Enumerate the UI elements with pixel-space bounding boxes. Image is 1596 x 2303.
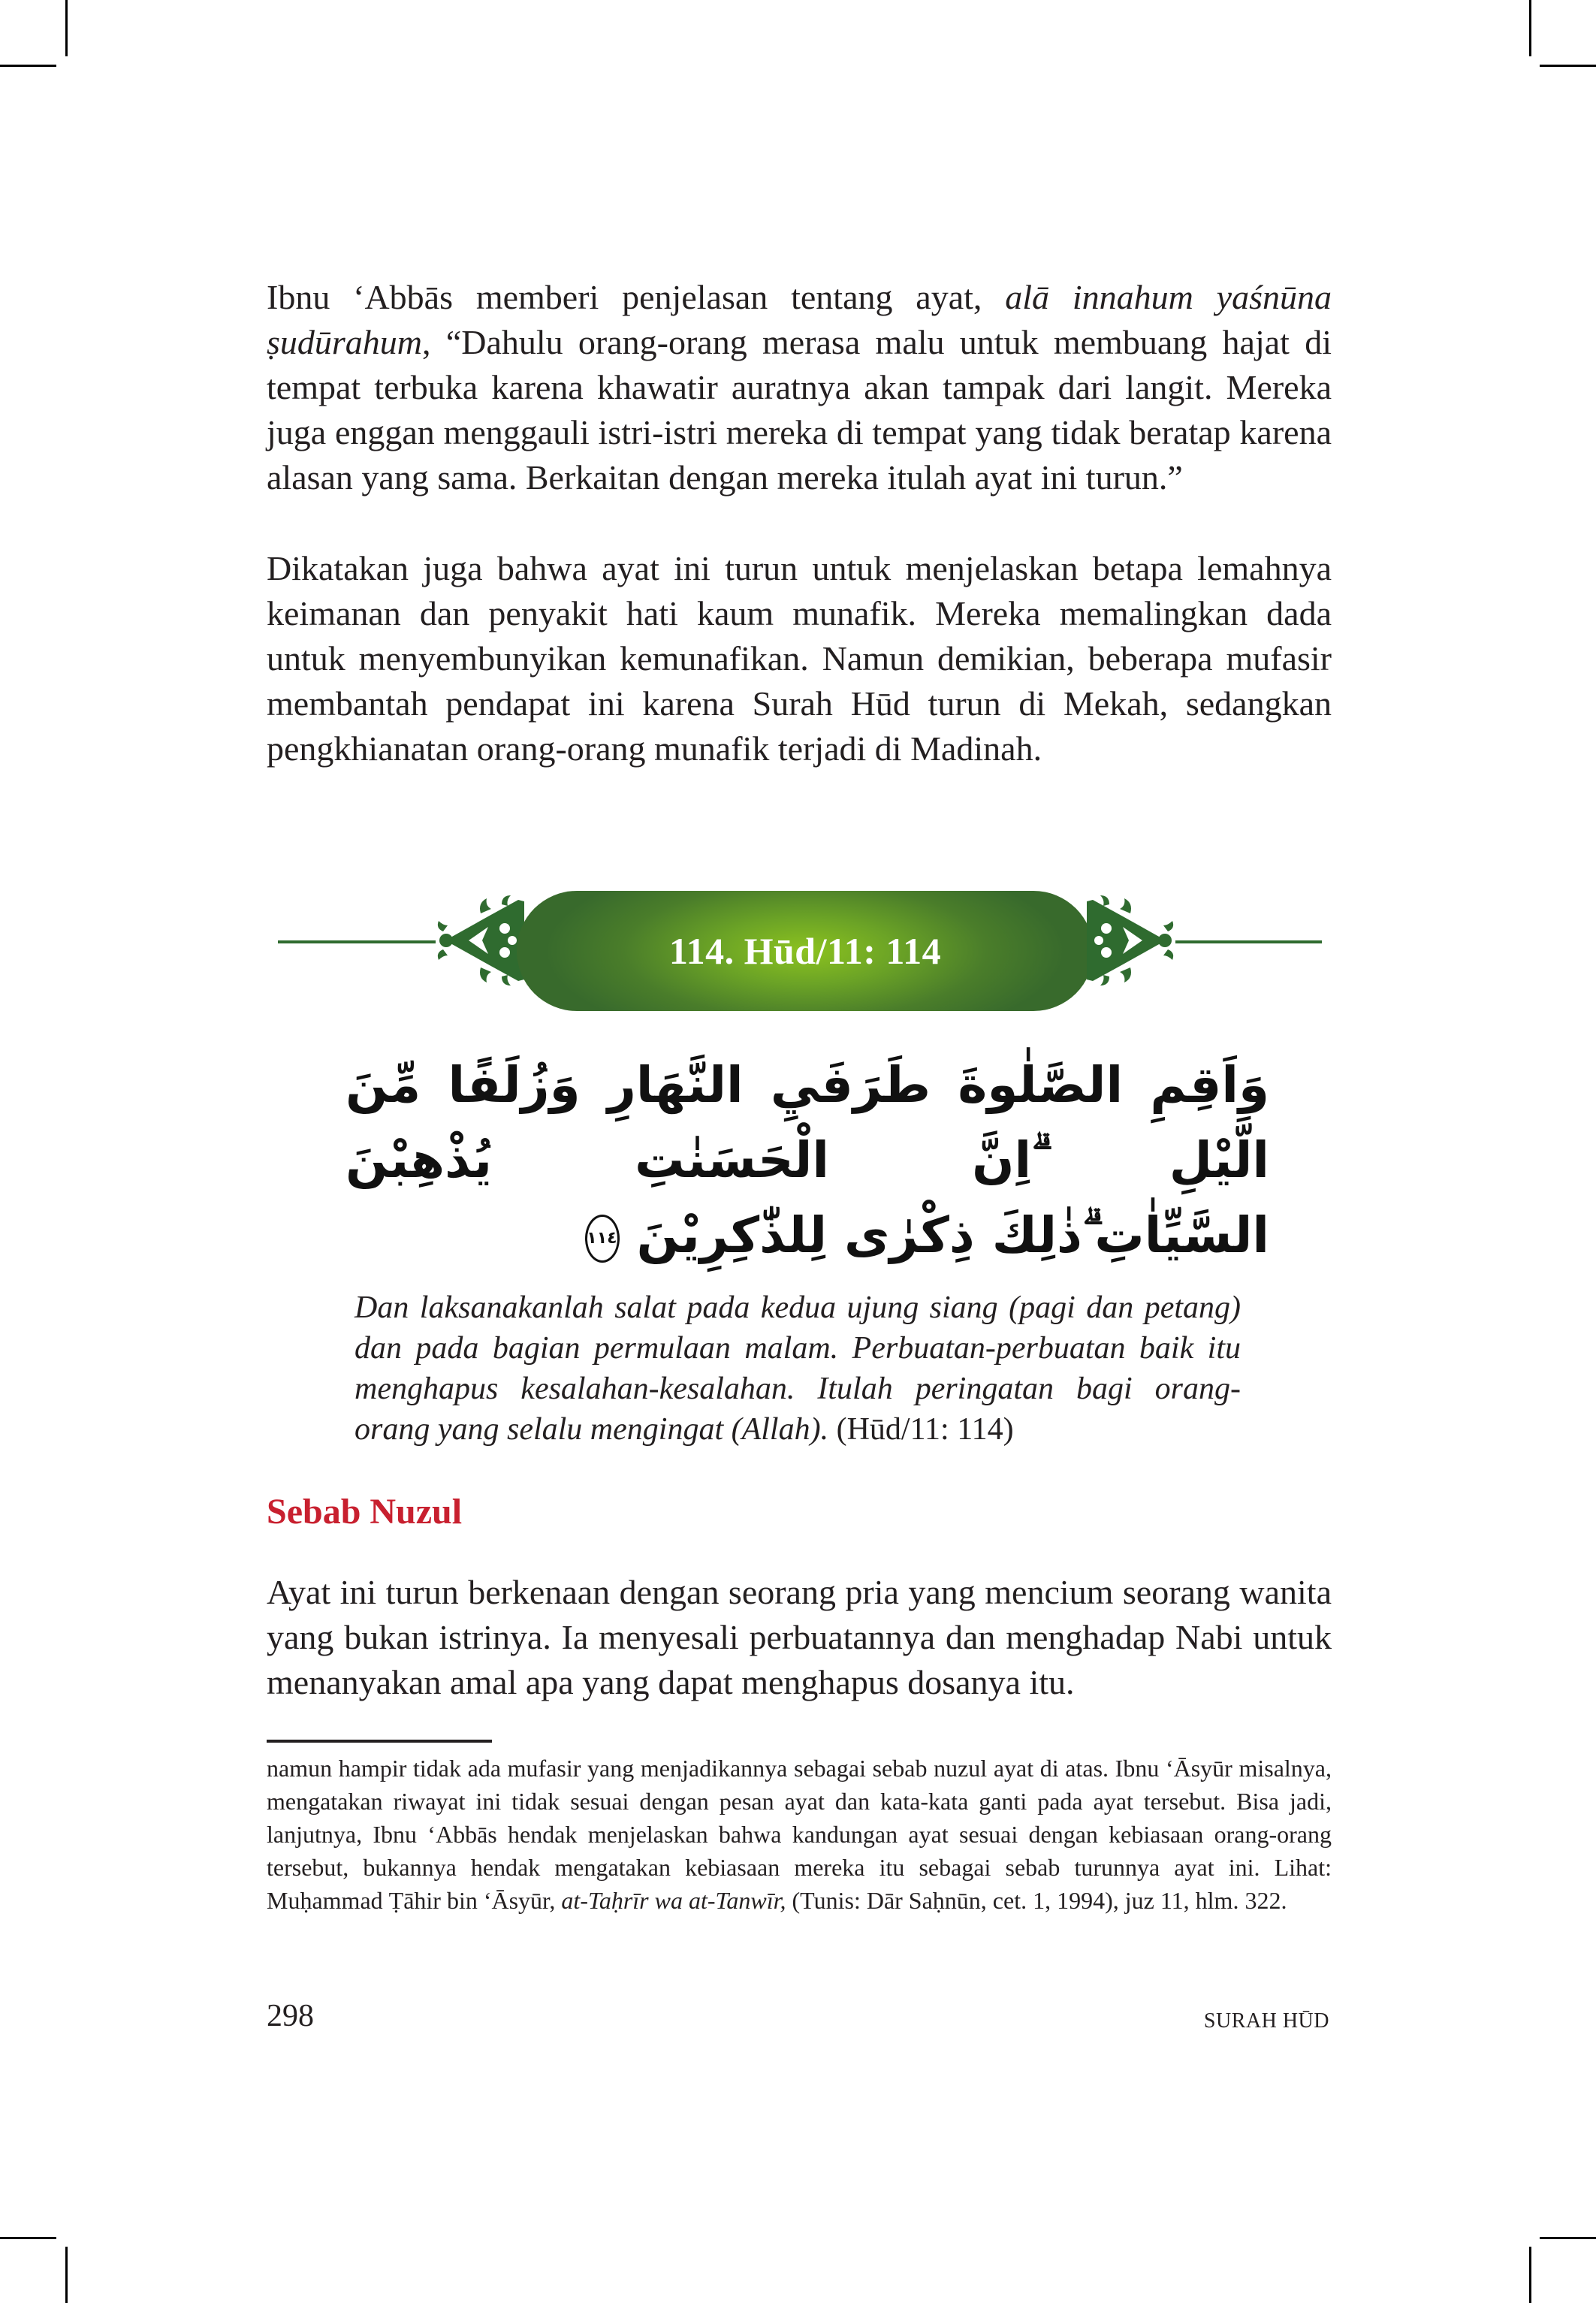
crop-mark-top-right-v — [1529, 0, 1531, 56]
banner-rule-right — [1175, 940, 1322, 943]
banner-pill — [517, 891, 1094, 1011]
floral-ornament-icon — [1085, 894, 1175, 987]
arabic-verse-line-2 — [345, 1198, 1269, 1273]
translation-text: Dan laksanakanlah salat pada kedua ujung siang (pagi dan petang) dan pada bagian permulaan malam. Perbuatan-perbuatan baik itu menghapus kesalahan-kesalahan. Itulah peringatan bagi orang-orang yang selalu mengingat (Allah). — [354, 1290, 1241, 1447]
footnote-book-title: at-Taḥrīr wa at-Tanwīr, — [561, 1887, 786, 1914]
crop-mark-top-left-v — [65, 0, 68, 56]
transliteration-italic: alā innahum yaśnūna ṣudūrahum — [267, 278, 1332, 361]
running-head: SURAH HŪD — [1203, 2009, 1329, 2033]
verse-translation — [354, 1287, 1241, 1450]
verse-reference: (Hūd/11: 114) — [828, 1412, 1014, 1447]
ayah-end-marker-icon: ١١٤ — [585, 1215, 620, 1263]
footnote — [267, 1752, 1332, 1917]
section-heading-sebab-nuzul: Sebab Nuzul — [267, 1492, 463, 1532]
verse-heading: 114. Hūd/11: 114 — [668, 930, 942, 972]
crop-mark-top-left-h — [0, 65, 56, 67]
crop-mark-bottom-left-v — [65, 2247, 68, 2303]
page-number: 298 — [267, 1999, 314, 2033]
paragraph-text: Ibnu ‘Abbās memberi penjelasan tentang ayat, — [267, 278, 1006, 316]
crop-mark-bottom-right-h — [1540, 2237, 1596, 2239]
paragraph-sebab-nuzul: Ayat ini turun berkenaan dengan seorang pria yang mencium seorang wanita yang bukan istrinya. Ia menyesali perbuatannya dan menghadap Nabi untuk menanyakan amal apa yang dapat menghapus dosanya itu. — [267, 1573, 1332, 1701]
crop-mark-bottom-right-v — [1529, 2247, 1531, 2303]
footnote-text: (Tunis: Dār Saḥnūn, cet. 1, 1994), juz 11, hlm. 322. — [786, 1887, 1287, 1914]
arabic-verse-line-1: وَاَقِمِ الصَّلٰوةَ طَرَفَيِ النَّهَارِ وَزُلَفًا مِّنَ الَّيْلِ ۗاِنَّ الْحَسَنٰتِ يُذْهِبْنَ — [345, 1056, 1269, 1189]
paragraph-text: , “Dahulu orang-orang merasa malu untuk membuang hajat di tempat terbuka karena khawatir auratnya akan tampak dari langit. Mereka juga enggan menggauli istri-istri mereka di tempat yang tidak beratap karena alasan yang sama. Berkaitan dengan mereka itulah ayat ini turun.” — [267, 323, 1332, 497]
banner-rule-left — [278, 940, 436, 943]
arabic-verse-text: السَّيِّاٰتِ ۗذٰلِكَ ذِكْرٰى لِلذّٰكِرِيْنَ — [636, 1206, 1269, 1264]
paragraph-ibnu-abbas — [267, 275, 1332, 500]
floral-ornament-icon — [436, 894, 526, 987]
verse-banner — [278, 880, 1322, 1004]
paragraph-munafik: Dikatakan juga bahwa ayat ini turun untuk menjelaskan betapa lemahnya keimanan dan penyakit hati kaum munafik. Mereka memalingkan dada untuk menyembunyikan kemunafikan. Namun demikian, beberapa mufasir membantah pendapat ini karena Surah Hūd turun di Mekah, sedangkan pengkhianatan orang-orang munafik terjadi di Madinah. — [267, 549, 1332, 768]
crop-mark-bottom-left-h — [0, 2237, 56, 2239]
crop-mark-top-right-h — [1540, 65, 1596, 67]
footnote-divider — [267, 1740, 492, 1743]
footnote-text: namun hampir tidak ada mufasir yang menjadikannya sebagai sebab nuzul ayat di atas. Ibnu ‘Āsyūr misalnya, mengatakan riwayat ini tidak sesuai dengan pesan ayat dan kata-kata ganti pada ayat tersebut. Bisa jadi, lanjutnya, Ibnu ‘Abbās hendak menjelaskan bahwa kandungan ayat sesuai dengan kebiasaan orang-orang tersebut, bukannya hendak mengatakan kebiasaan mereka itu sebagai sebab turunnya ayat ini. Lihat: Muḥammad Ṭāhir bin ‘Āsyūr, — [267, 1755, 1332, 1914]
arabic-verse — [345, 1048, 1269, 1273]
